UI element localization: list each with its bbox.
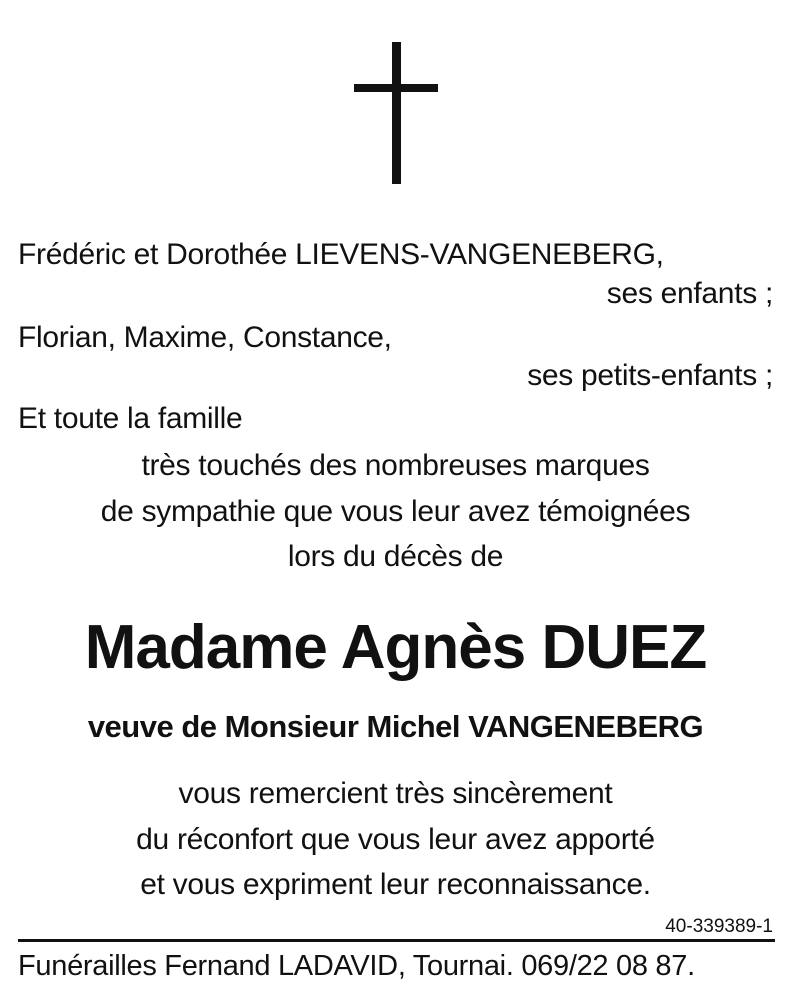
death-line: lors du décès de	[287, 540, 504, 573]
thanks-line-1: vous remercient très sincèrement	[178, 777, 613, 810]
cross-horizontal-bar	[354, 84, 438, 92]
cross-vertical-bar	[392, 42, 401, 184]
sympathy-line: de sympathie que vous leur avez témoignées	[100, 495, 691, 528]
divider	[18, 939, 775, 942]
funeral-home-footer: Funérailles Fernand LADAVID, Tournai. 069/22 08 87.	[18, 950, 695, 982]
widow-of-line: veuve de Monsieur Michel VANGENEBERG	[87, 709, 704, 744]
cross-icon	[354, 42, 438, 184]
deceased-name: Madame Agnès DUEZ	[84, 613, 707, 682]
children-names: Frédéric et Dorothée LIEVENS-VANGENEBERG,	[18, 238, 664, 271]
children-role: ses enfants ;	[606, 277, 773, 310]
family-line: Et toute la famille	[18, 402, 243, 435]
grandchildren-names: Florian, Maxime, Constance,	[18, 321, 392, 354]
touched-line: très touchés des nombreuses marques	[141, 449, 650, 482]
reference-number: 40-339389-1	[665, 916, 773, 937]
thanks-line-3: et vous expriment leur reconnaissance.	[140, 868, 651, 901]
grandchildren-role: ses petits-enfants ;	[527, 359, 773, 392]
thanks-line-2: du réconfort que vous leur avez apporté	[136, 823, 655, 856]
